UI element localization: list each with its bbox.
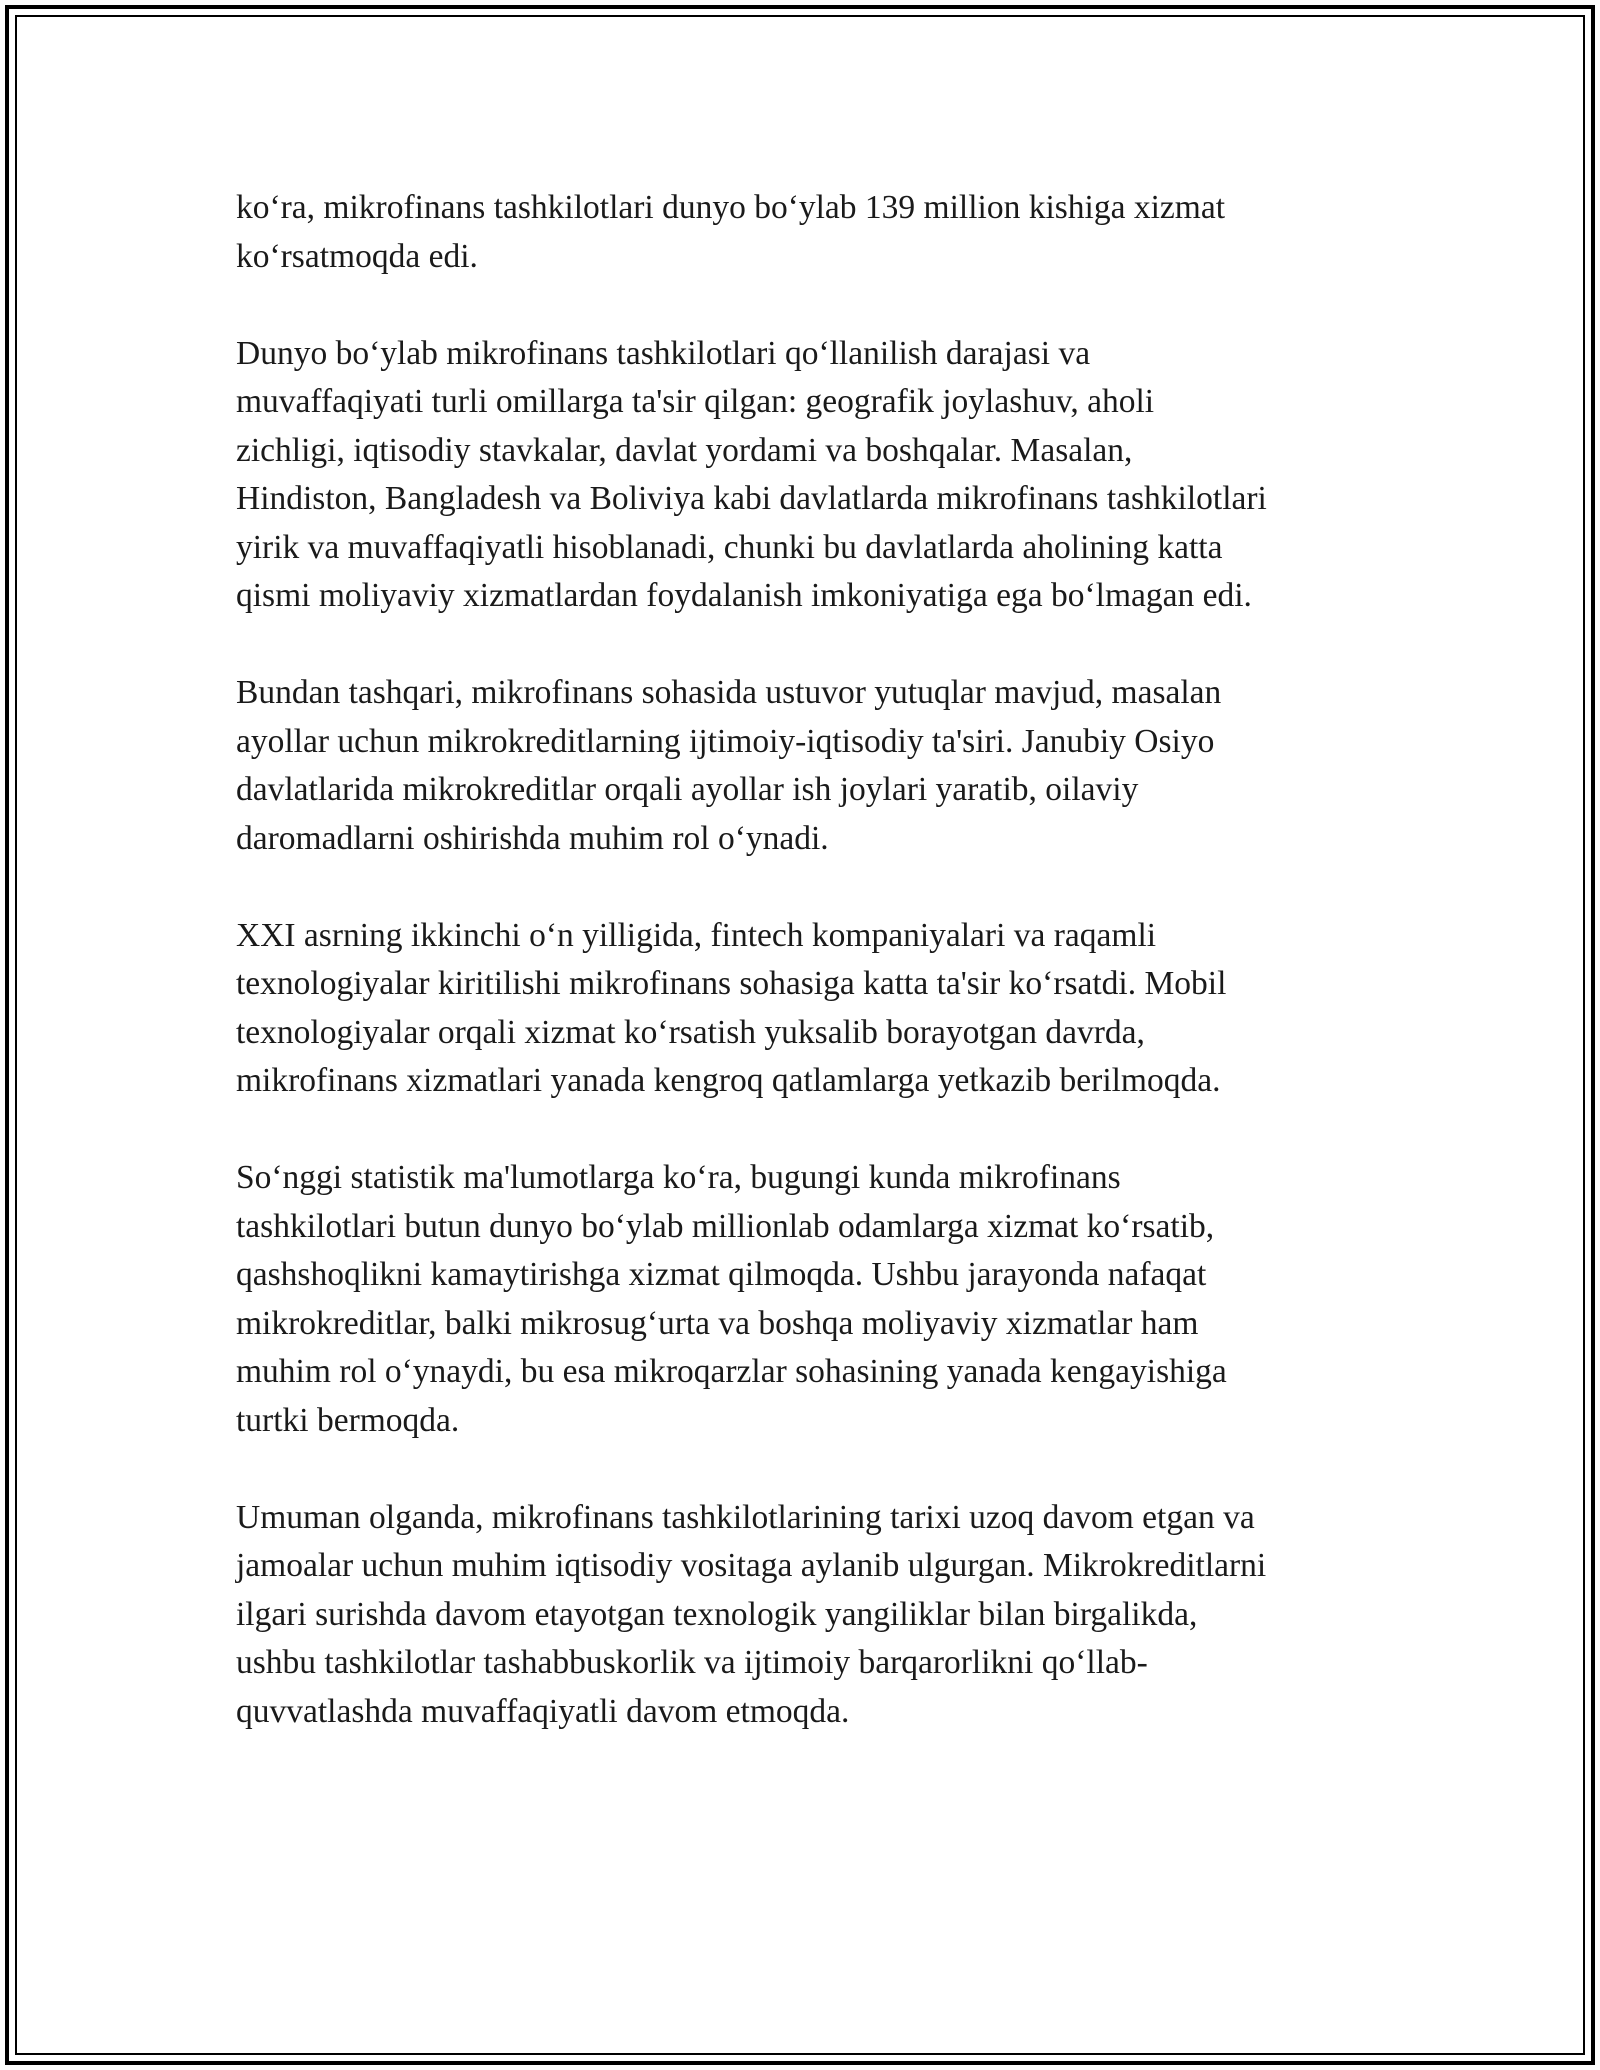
text-line: muhim rol o‘ynaydi, bu esa mikroqarzlar sohasining yanada kengayishiga [236,1353,1227,1390]
text-line: ilgari surishda davom etayotgan texnologik yangiliklar bilan birgalikda, [236,1595,1198,1633]
paragraph-2 [236,330,1386,621]
text-line: daromadlarni oshirishda muhim rol o‘ynadi. [236,819,829,857]
paragraph-1 [236,184,1386,281]
paragraph-6 [236,1494,1386,1737]
text-line: yirik va muvaffaqiyatli hisoblanadi, chunki bu davlatlarda aholining katta [236,528,1223,566]
text-line: So‘nggi statistik ma'lumotlarga ko‘ra, bugungi kunda mikrofinans [236,1159,1121,1196]
text-line: mikrokreditlar, balki mikrosug‘urta va boshqa moliyaviy xizmatlar ham [236,1304,1199,1342]
paragraph-5 [236,1154,1386,1445]
text-line: qismi moliyaviy xizmatlardan foydalanish imkoniyatiga ega bo‘lmagan edi. [236,577,1252,614]
text-line: tashkilotlari butun dunyo bo‘ylab millionlab odamlarga xizmat ko‘rsatib, [236,1207,1215,1245]
text-line: Dunyo bo‘ylab mikrofinans tashkilotlari qo‘llanilish darajasi va [236,334,1091,372]
text-line: qashshoqlikni kamaytirishga xizmat qilmoqda. Ushbu jarayonda nafaqat [236,1256,1207,1293]
document-body [236,184,1386,1736]
text-line: XXI asrning ikkinchi o‘n yilligida, fintech kompaniyalari va raqamli [236,916,1157,954]
text-line: quvvatlashda muvaffaqiyatli davom etmoqda. [236,1692,850,1730]
text-line: ko‘ra, mikrofinans tashkilotlari dunyo bo‘ylab 139 million kishiga xizmat [236,189,1226,226]
paragraph-4 [236,912,1386,1106]
text-line: ko‘rsatmoqda edi. [236,237,478,275]
text-line: turtki bermoqda. [236,1401,460,1439]
text-line: texnologiyalar kiritilishi mikrofinans sohasiga katta ta'sir ko‘rsatdi. Mobil [236,965,1227,1002]
text-line: Umuman olganda, mikrofinans tashkilotlarining tarixi uzoq davom etgan va [236,1498,1255,1536]
text-line: mikrofinans xizmatlari yanada kengroq qatlamlarga yetkazib berilmoqda. [236,1062,1221,1099]
text-line: muvaffaqiyati turli omillarga ta'sir qilgan: geografik joylashuv, aholi [236,383,1155,420]
text-line: Hindiston, Bangladesh va Boliviya kabi davlatlarda mikrofinans tashkilotlari [236,480,1267,517]
paragraph-3 [236,669,1386,863]
text-line: ushbu tashkilotlar tashabbuskorlik va ijtimoiy barqarorlikni qo‘llab- [236,1644,1148,1681]
text-line: ayollar uchun mikrokreditlarning ijtimoiy-iqtisodiy ta'siri. Janubiy Osiyo [236,722,1215,760]
text-line: zichligi, iqtisodiy stavkalar, davlat yordami va boshqalar. Masalan, [236,431,1133,469]
text-line: Bundan tashqari, mikrofinans sohasida ustuvor yutuqlar mavjud, masalan [236,674,1222,711]
text-line: jamoalar uchun muhim iqtisodiy vositaga aylanib ulgurgan. Mikrokreditlarni [236,1547,1267,1584]
text-line: texnologiyalar orqali xizmat ko‘rsatish yuksalib borayotgan davrda, [236,1013,1145,1051]
text-line: davlatlarida mikrokreditlar orqali ayollar ish joylari yaratib, oilaviy [236,771,1139,808]
